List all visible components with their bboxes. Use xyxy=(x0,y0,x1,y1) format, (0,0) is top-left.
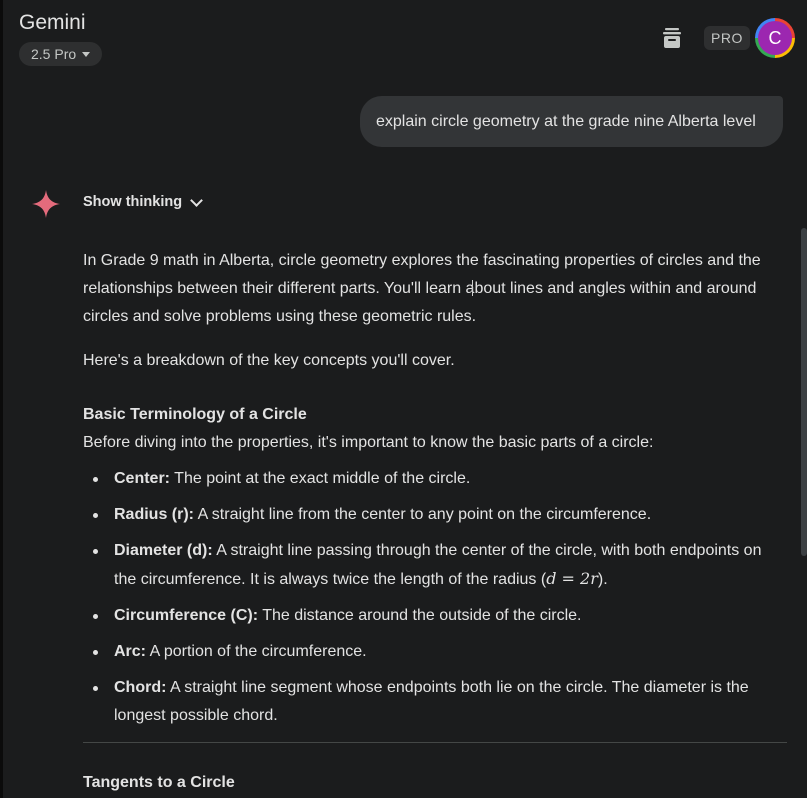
term-name: Chord: xyxy=(114,679,167,696)
term-name: Center: xyxy=(114,470,171,487)
archive-icon[interactable] xyxy=(662,27,682,49)
app-title: Gemini xyxy=(19,11,86,34)
user-message-bubble xyxy=(360,96,783,147)
section-intro: Before diving into the properties, it's important to know the basic parts of a circle: xyxy=(83,434,654,451)
term-desc: The point at the exact middle of the circle. xyxy=(170,470,471,487)
list-item xyxy=(83,465,787,493)
response-body xyxy=(83,247,787,797)
list-item xyxy=(83,602,787,630)
list-item xyxy=(83,674,787,730)
term-desc: A straight line from the center to any point on the circumference. xyxy=(194,506,652,523)
pro-badge[interactable]: PRO xyxy=(704,26,750,50)
term-name: Arc: xyxy=(114,643,147,660)
model-selector-button[interactable] xyxy=(19,42,102,66)
term-desc: A portion of the circumference. xyxy=(146,643,367,660)
text-cursor xyxy=(472,280,475,296)
term-tail: ). xyxy=(597,571,608,588)
term-name: Diameter (d): xyxy=(114,542,213,559)
list-item xyxy=(83,638,787,666)
caret-down-icon xyxy=(82,52,90,57)
avatar: C xyxy=(758,21,792,55)
term-desc: The distance around the outside of the circle. xyxy=(258,607,582,624)
user-message-text: explain circle geometry at the grade nine Alberta level xyxy=(376,112,756,130)
show-thinking-toggle[interactable] xyxy=(83,194,201,210)
section-divider xyxy=(83,742,787,743)
scrollbar[interactable] xyxy=(801,228,807,556)
section-heading: Tangents to a Circle xyxy=(83,774,235,791)
term-name: Radius (r): xyxy=(114,506,194,523)
term-desc: A straight line segment whose endpoints both lie on the circle. The diameter is the longest possible chord. xyxy=(114,679,749,724)
response-paragraph: In Grade 9 math in Alberta, circle geometry explores the fascinating properties of circles and the relationships between their different parts. You'll learn about lines and angles within and around circles and solve problems using these geometric rules. xyxy=(83,252,761,325)
model-label: 2.5 Pro xyxy=(31,46,77,62)
gemini-spark-icon xyxy=(31,189,61,219)
list-item xyxy=(83,537,787,594)
response-paragraph: Here's a breakdown of the key concepts you'll cover. xyxy=(83,352,455,369)
show-thinking-label: Show thinking xyxy=(83,194,183,210)
section-heading: Basic Terminology of a Circle xyxy=(83,406,307,423)
term-name: Circumference (C): xyxy=(114,607,259,624)
terms-list xyxy=(83,465,787,730)
account-avatar[interactable] xyxy=(755,18,795,58)
math-expression: d = 2r xyxy=(546,569,598,588)
list-item xyxy=(83,501,787,529)
chevron-down-icon xyxy=(190,194,203,207)
term-desc: A straight line passing through the center of the circle, with both endpoints on the circumference. It is always twice the length of the radius ( xyxy=(114,542,762,588)
